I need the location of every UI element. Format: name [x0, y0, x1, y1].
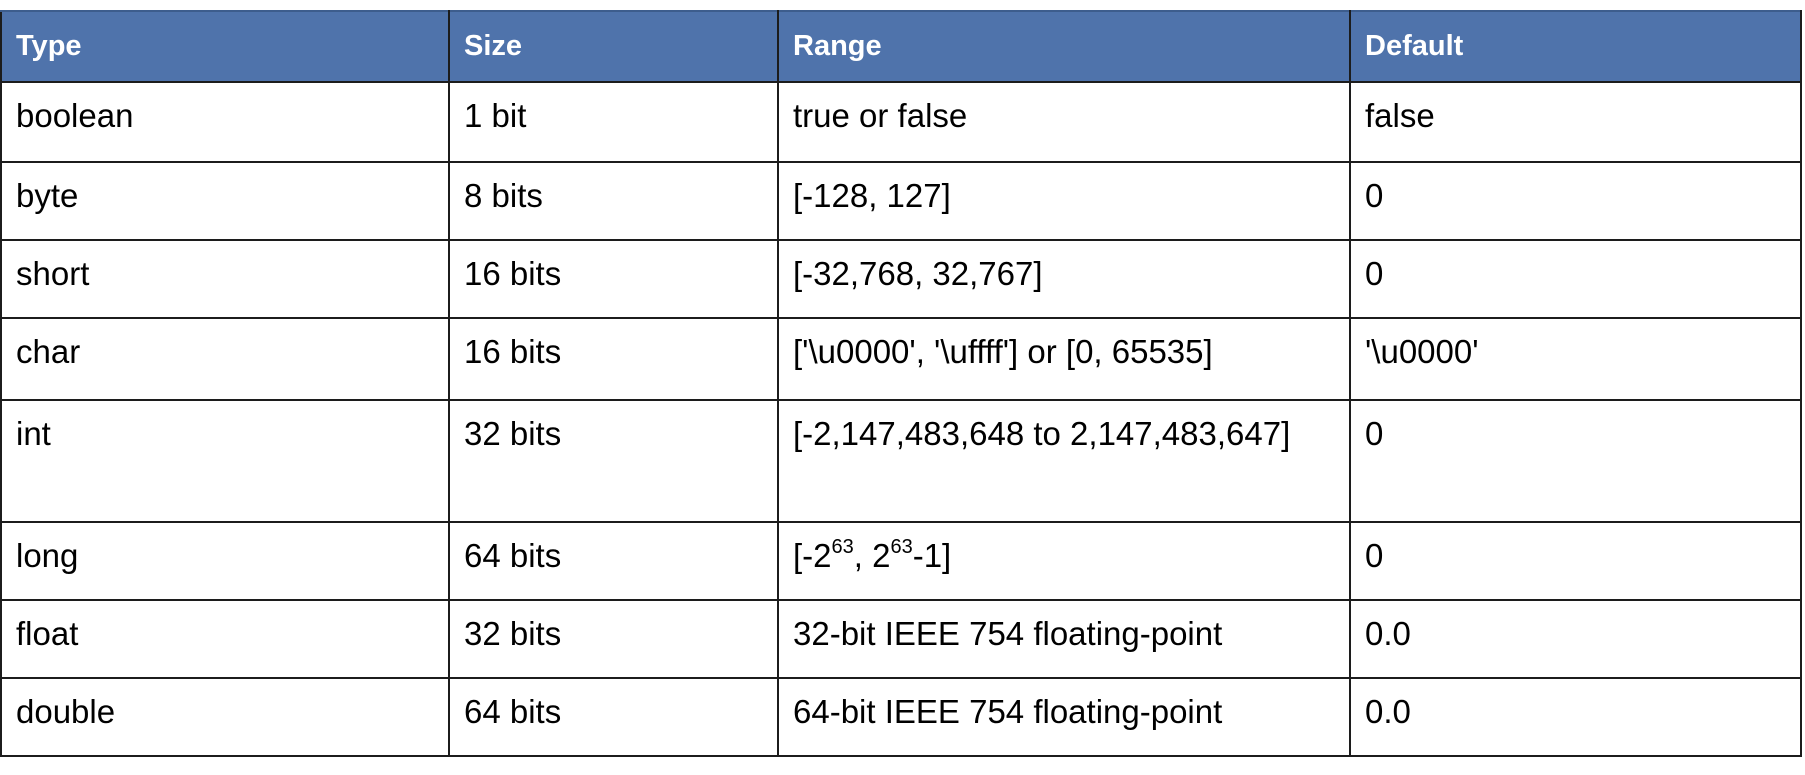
- cell-default: '\u0000': [1350, 318, 1801, 400]
- cell-range: true or false: [778, 82, 1350, 162]
- header-default: Default: [1350, 11, 1801, 82]
- header-range: Range: [778, 11, 1350, 82]
- table-row: [1, 522, 1801, 600]
- data-table: [0, 10, 1802, 757]
- cell-type: short: [1, 240, 449, 318]
- cell-range: [778, 522, 1350, 600]
- cell-default: 0.0: [1350, 678, 1801, 756]
- java-primitive-types-table: [0, 10, 1800, 757]
- cell-type: byte: [1, 162, 449, 240]
- table-row: [1, 318, 1801, 400]
- range-mid: , 2: [853, 537, 891, 574]
- cell-type: boolean: [1, 82, 449, 162]
- cell-type: char: [1, 318, 449, 400]
- cell-size: 1 bit: [449, 82, 778, 162]
- header-type: Type: [1, 11, 449, 82]
- cell-default: 0: [1350, 162, 1801, 240]
- cell-size: 16 bits: [449, 318, 778, 400]
- cell-size: 32 bits: [449, 600, 778, 678]
- cell-range: [-32,768, 32,767]: [778, 240, 1350, 318]
- table-row: [1, 240, 1801, 318]
- cell-type: long: [1, 522, 449, 600]
- cell-default: 0: [1350, 240, 1801, 318]
- header-size: Size: [449, 11, 778, 82]
- cell-type: int: [1, 400, 449, 522]
- header-row: [1, 11, 1801, 82]
- table-row: [1, 600, 1801, 678]
- table-row: [1, 678, 1801, 756]
- range-open: [-2: [793, 537, 832, 574]
- cell-size: 64 bits: [449, 678, 778, 756]
- table-row: [1, 162, 1801, 240]
- cell-default: 0.0: [1350, 600, 1801, 678]
- range-close: -1]: [912, 537, 952, 574]
- cell-size: 32 bits: [449, 400, 778, 522]
- cell-default: 0: [1350, 522, 1801, 600]
- cell-size: 8 bits: [449, 162, 778, 240]
- cell-range: 32-bit IEEE 754 floating-point: [778, 600, 1350, 678]
- cell-range: ['\u0000', '\uffff'] or [0, 65535]: [778, 318, 1350, 400]
- cell-size: 16 bits: [449, 240, 778, 318]
- table-header: [1, 11, 1801, 82]
- cell-size: 64 bits: [449, 522, 778, 600]
- cell-range: 64-bit IEEE 754 floating-point: [778, 678, 1350, 756]
- cell-type: double: [1, 678, 449, 756]
- cell-range: [-2,147,483,648 to 2,147,483,647]: [778, 400, 1350, 522]
- range-exponent-2: 63: [890, 536, 913, 558]
- cell-default: false: [1350, 82, 1801, 162]
- table-body: [1, 82, 1801, 756]
- table-row: [1, 400, 1801, 522]
- range-exponent-1: 63: [831, 536, 854, 558]
- table-row: [1, 82, 1801, 162]
- cell-default: 0: [1350, 400, 1801, 522]
- cell-range: [-128, 127]: [778, 162, 1350, 240]
- cell-type: float: [1, 600, 449, 678]
